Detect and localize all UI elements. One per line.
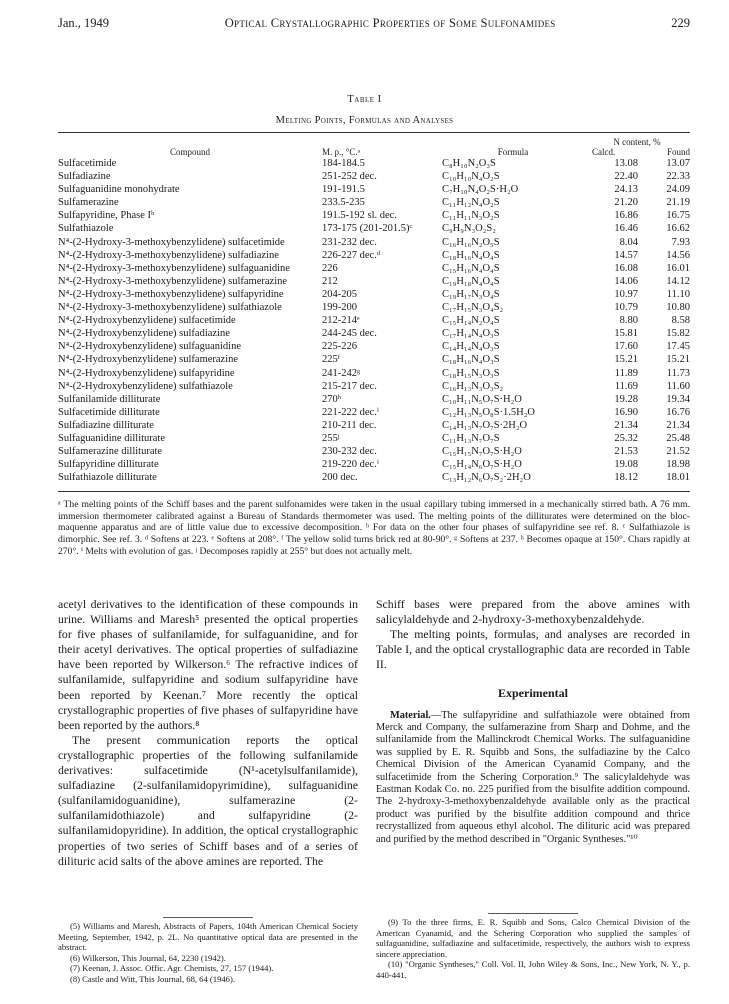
cell-mp: 231-232 dec.	[322, 236, 377, 248]
header-date: Jan., 1949	[58, 16, 110, 30]
cell-compound: Sulfathiazole	[58, 223, 114, 235]
cell-calcd: 10.97	[614, 288, 638, 300]
cell-formula: C₁₇H₁₄N₄O₃S	[442, 328, 500, 340]
cell-calcd: 11.89	[614, 367, 638, 379]
page-number: 229	[671, 16, 690, 30]
left-paragraph-2: The present communication reports the optical crystallographic properties of the following sulfanilamide derivatives: sulfacetimide (N¹-acetylsulfanilamide), sulfadiazine (2-sulfanilamidopyrimidine), sulfaguanidine (sulfanilamidoguanidine), sulfamerazine (2-sulfanilamidothiazole) and sulfapyridine (2-sulfanilamidopyridine). In addition, the optical crystallographic properties of two series of Schiff bases and of a series of dilituric acid salts of the above amines are reported. The	[58, 732, 358, 868]
right-footnotes	[376, 913, 690, 981]
cell-compound: N⁴-(2-Hydroxybenzylidene) sulfaguanidine	[58, 341, 241, 353]
cell-found: 16.75	[666, 210, 690, 222]
footnote-5: (5) Williams and Maresh, Abstracts of Papers, 104th American Chemical Society Meeting, September, 1942, p. 2L. No quantitative optical data are presented in the abstract.	[58, 921, 358, 953]
cell-found: 24.09	[666, 184, 690, 196]
col-calcd-header: Calcd.	[592, 147, 616, 157]
footnote-9: (9) To the three firms, E. R. Squibb and Sons, Calco Chemical Division of the American Cyanamid, and the Schering Corporation who supplied the samples of sulfaguanidine, sulfadiazine and sulfacetimide, respectively, the authors wish to express sincere appreciation.	[376, 917, 690, 959]
table-row	[58, 236, 690, 249]
cell-compound: Sulfamerazine dilliturate	[58, 446, 163, 458]
cell-found: 7.93	[671, 236, 690, 248]
cell-calcd: 19.08	[614, 459, 638, 471]
cell-found: 11.10	[666, 288, 690, 300]
cell-found: 21.19	[666, 197, 690, 209]
col-formula-header: Formula	[497, 147, 529, 157]
cell-calcd: 18.12	[614, 472, 638, 484]
cell-found: 17.45	[666, 341, 690, 353]
cell-calcd: 21.20	[614, 197, 638, 209]
left-paragraph-1: acetyl derivatives to the identification of these compounds in urine. Williams and Maresh⁵ presented the optical properties for five phases of sulfanilamide, for sulfaguanidine, and for their acetyl derivatives. The optical properties of sulfadiazine have been reported by Wilkerson.⁶ The refractive indices of sulfanilamide, sulfapyridine and sodium sulfapyridine have been reported by Keenan.⁷ More recently the optical crystallographic properties of five phases of sulfapyridine have been reported by the authors.⁸	[58, 597, 358, 732]
left-column	[58, 597, 358, 869]
table-row	[58, 262, 690, 275]
cell-mp: 225ᶠ	[322, 354, 340, 366]
cell-formula: C₈H₁₀N₂O₃S	[442, 158, 496, 169]
cell-formula: C₁₃H₁₂N₆O₇S₂·2H₂O	[442, 472, 531, 484]
cell-compound: N⁴-(2-Hydroxy-3-methoxybenzylidene) sulfadiazine	[58, 249, 279, 261]
cell-mp: 233.5-235	[322, 197, 365, 209]
cell-compound: Sulfapyridine, Phase Iᵇ	[58, 210, 155, 222]
cell-calcd: 16.46	[614, 223, 638, 235]
cell-found: 25.48	[666, 432, 690, 444]
cell-mp: 270ʰ	[322, 393, 342, 405]
cell-compound: Sulfaguanidine monohydrate	[58, 184, 180, 196]
cell-found: 21.34	[666, 419, 690, 431]
table-row	[58, 327, 690, 340]
table-label: Table I	[347, 94, 382, 105]
cell-compound: Sulfathiazole dilliturate	[58, 472, 157, 484]
table-row	[58, 314, 690, 327]
table-melting-points	[58, 137, 690, 484]
cell-compound: N⁴-(2-Hydroxy-3-methoxybenzylidene) sulfaguanidine	[58, 262, 290, 274]
cell-formula: C₁₈H₁₆N₄O₄S	[442, 249, 500, 261]
table-bottom-rule	[58, 491, 690, 492]
cell-mp: 251-252 dec.	[322, 171, 377, 183]
table-row	[58, 301, 690, 314]
table-row	[58, 419, 690, 432]
header-title: Optical Crystallographic Properties of Some Sulfonamides	[224, 16, 556, 30]
cell-found: 16.62	[666, 223, 690, 235]
cell-formula: C₁₄H₁₃N₇O₇S·2H₂O	[442, 419, 528, 431]
cell-calcd: 14.57	[614, 249, 638, 261]
section-title-experimental: Experimental	[498, 686, 568, 701]
cell-found: 11.60	[666, 380, 690, 392]
footnote-6: (6) Wilkerson, This Journal, 64, 2230 (1942).	[70, 952, 226, 963]
cell-compound: Sulfaguanidine dilliturate	[58, 432, 166, 444]
cell-compound: Sulfacetimide dilliturate	[58, 406, 160, 418]
cell-formula: C₁₈H₁₅N₃O₃S	[442, 367, 500, 379]
footnote-7: (7) Keenan, J. Assoc. Offic. Agr. Chemists, 27, 157 (1944).	[70, 963, 274, 974]
cell-calcd: 14.06	[614, 275, 638, 287]
cell-formula: C₁₀H₁₀N₄O₂S	[442, 171, 500, 183]
cell-mp: 221-222 dec.ⁱ	[322, 406, 379, 418]
cell-compound: N⁴-(2-Hydroxybenzylidene) sulfadiazine	[58, 328, 230, 340]
cell-formula: C₁₉H₁₈N₄O₄S	[442, 275, 500, 287]
cell-found: 16.01	[666, 262, 690, 274]
table-row	[58, 367, 690, 380]
cell-mp: 191.5-192 sl. dec.	[322, 210, 397, 222]
cell-formula: C₁₆H₁₃N₃O₃S₂	[442, 380, 504, 392]
cell-compound: Sulfadiazine dilliturate	[58, 419, 154, 431]
cell-formula: C₁₁H₁₃N₇O₇S	[442, 432, 500, 444]
cell-formula: C₁₁H₁₂N₄O₂S	[442, 197, 500, 209]
cell-formula: C₁₅H₁₆N₄O₄S	[442, 262, 500, 274]
cell-mp: 200 dec.	[322, 472, 358, 484]
cell-found: 21.52	[666, 446, 690, 458]
right-column	[376, 597, 690, 846]
cell-mp: 226	[322, 262, 338, 274]
cell-mp: 210-211 dec.	[322, 419, 377, 431]
cell-formula: C₁₈H₁₆N₄O₃S	[442, 354, 500, 366]
material-paragraph	[376, 710, 690, 846]
cell-calcd: 10.79	[614, 302, 638, 314]
cell-mp: 225-226	[322, 341, 357, 353]
table-header-row	[58, 137, 690, 157]
cell-calcd: 16.90	[614, 406, 638, 418]
table-row	[58, 196, 690, 209]
cell-found: 15.21	[666, 354, 690, 366]
cell-mp: 255ʲ	[322, 432, 340, 444]
n-content-label: N content, %	[613, 137, 661, 147]
table-row	[58, 222, 690, 235]
table-row	[58, 183, 690, 196]
material-text: —The sulfapyridine and sulfathiazole were obtained from Merck and Company, the sulfamerazine from Sharp and Dohme, and the sulfanilamide from the Mallinckrodt Chemical Works. The sulfaguanidine was supplied by E. R. Squibb and Sons, the sulfadiazine by the Calco Chemical Division of the American Cyanamid Company, and the sulfacetimide from the Schering Corporation.⁹ The salicylaldehyde was Eastman Kodak Co. no. 225 purified from the bisulfite addition compound. The 2-hydroxy-3-methoxybenzaldehyde available only as the practical product was purified by the bisulfite addition compound and thrice recrystallized from aqueous ethyl alcohol. The dilituric acid was prepared and purified by the method described in "Organic Syntheses."¹⁰	[376, 709, 690, 845]
cell-found: 22.33	[666, 171, 690, 183]
cell-compound: Sulfapyridine dilliturate	[58, 459, 159, 471]
table-row	[58, 380, 690, 393]
footnote-separator	[163, 917, 253, 918]
cell-mp: 244-245 dec.	[322, 328, 377, 340]
cell-calcd: 11.69	[614, 380, 638, 392]
cell-compound: Sulfamerazine	[58, 197, 119, 209]
cell-mp: 226-227 dec.ᵈ	[322, 249, 381, 261]
cell-calcd: 13.08	[614, 158, 638, 169]
cell-compound: N⁴-(2-Hydroxybenzylidene) sulfapyridine	[58, 367, 235, 379]
cell-mp: 199-200	[322, 302, 357, 314]
table-row	[58, 445, 690, 458]
table-row	[58, 288, 690, 301]
material-lead: Material.	[390, 709, 431, 721]
cell-calcd: 16.08	[614, 262, 638, 274]
cell-found: 11.73	[666, 367, 690, 379]
cell-mp: 204-205	[322, 288, 357, 300]
right-paragraph-1: Schiff bases were prepared from the above amines with salicylaldehyde and 2-hydroxy-3-methoxybenzaldehyde.	[376, 597, 690, 627]
table-footnotes: ᵃ The melting points of the Schiff bases and the parent sulfonamides were taken in the usual capillary tubing immersed in a mechanically stirred bath. A 76 mm. immersion thermometer calibrated against a Bureau of Standards thermometer was used. The melting points of the dilliturates were determined on the bloc-maquenne apparatus and are of little value due to excessive decomposition. ᵇ For data on the other four phases of sulfapyridine see ref. 8. ᶜ Sulfathiazole is dimorphic. See ref. 3. ᵈ Softens at 223. ᵉ Softens at 208°. ᶠ The yellow solid turns brick red at 80-90°. ᵍ Softens at 237. ʰ Becomes opaque at 150°. Chars rapidly at 270°. ⁱ Melts with evolution of gas. ʲ Decomposes rapidly at 255° but does not actually melt.	[58, 499, 690, 557]
right-paragraph-2: The melting points, formulas, and analyses are recorded in Table I, and the optical crystallographic data are recorded in Table II.	[376, 627, 690, 672]
col-mp-header: M. p., °C.ᵃ	[322, 147, 361, 157]
table-row	[58, 340, 690, 353]
table-row	[58, 393, 690, 406]
cell-formula: C₁₄H₁₄N₄O₃S	[442, 341, 500, 353]
cell-calcd: 21.34	[614, 419, 638, 431]
table-row	[58, 157, 690, 170]
cell-formula: C₁₉H₁₇N₃O₄S	[442, 288, 500, 300]
cell-compound: N⁴-(2-Hydroxy-3-methoxybenzylidene) sulfathiazole	[58, 302, 282, 314]
cell-mp: 241-242ᵍ	[322, 367, 361, 379]
footnote-10: (10) "Organic Syntheses," Coll. Vol. II, John Wiley & Sons, Inc., New York, N. Y., p. 440-441.	[376, 959, 690, 980]
cell-compound: N⁴-(2-Hydroxy-3-methoxybenzylidene) sulfacetimide	[58, 236, 285, 248]
cell-calcd: 19.28	[614, 393, 638, 405]
cell-found: 19.34	[666, 393, 690, 405]
cell-mp: 212-214ᵉ	[322, 315, 360, 327]
table-row	[58, 406, 690, 419]
cell-compound: N⁴-(2-Hydroxybenzylidene) sulfacetimide	[58, 315, 236, 327]
table-top-rule	[58, 132, 690, 133]
table-row	[58, 209, 690, 222]
cell-calcd: 21.53	[614, 446, 638, 458]
cell-calcd: 8.80	[619, 315, 638, 327]
cell-mp: 219-220 dec.ⁱ	[322, 459, 379, 471]
cell-mp: 191-191.5	[322, 184, 365, 196]
cell-calcd: 22.40	[614, 171, 638, 183]
cell-calcd: 25.32	[614, 432, 638, 444]
table-row	[58, 432, 690, 445]
cell-compound: N⁴-(2-Hydroxy-3-methoxybenzylidene) sulfapyridine	[58, 288, 284, 300]
footnote-8: (8) Castle and Witt, This Journal, 68, 64 (1946).	[70, 973, 235, 984]
footnote-separator-right	[488, 913, 578, 914]
cell-formula: C₁₅H₁₅N₇O₇S·H₂O	[442, 446, 522, 458]
cell-formula: C₉H₉N₃O₂S₂	[442, 223, 496, 235]
table-caption: Melting Points, Formulas and Analyses	[275, 115, 454, 126]
cell-compound: N⁴-(2-Hydroxybenzylidene) sulfamerazine	[58, 354, 239, 366]
table-row	[58, 170, 690, 183]
cell-mp: 173-175 (201-201.5)ᶜ	[322, 223, 413, 235]
cell-formula: C₁₂H₁₃N₅O₈S·1.5H₂O	[442, 406, 536, 418]
cell-mp: 215-217 dec.	[322, 380, 377, 392]
table-row	[58, 458, 690, 471]
cell-found: 18.98	[666, 459, 690, 471]
cell-formula: C₇H₁₀N₄O₂S·H₂O	[442, 184, 519, 196]
cell-formula: C₁₆H₁₆N₂O₅S	[442, 236, 500, 248]
running-header	[58, 16, 690, 31]
col-n-content-header	[584, 137, 690, 157]
cell-formula: C₁₅H₁₄N₂O₄S	[442, 315, 500, 327]
cell-found: 13.07	[666, 158, 690, 169]
cell-found: 8.58	[671, 315, 690, 327]
col-compound-header: Compound	[169, 147, 210, 157]
cell-formula: C₁₇H₁₅N₃O₄S₂	[442, 302, 504, 314]
table-row	[58, 353, 690, 366]
cell-mp: 230-232 dec.	[322, 446, 377, 458]
cell-found: 14.12	[666, 275, 690, 287]
cell-found: 18.01	[666, 472, 690, 484]
col-found-header: Found	[666, 147, 690, 157]
cell-calcd: 15.21	[614, 354, 638, 366]
cell-calcd: 8.04	[619, 236, 638, 248]
cell-found: 16.76	[666, 406, 690, 418]
cell-calcd: 15.81	[614, 328, 638, 340]
cell-compound: N⁴-(2-Hydroxy-3-methoxybenzylidene) sulfamerazine	[58, 275, 288, 287]
cell-found: 15.82	[666, 328, 690, 340]
table-row	[58, 275, 690, 288]
cell-formula: C₁₁H₁₁N₃O₂S	[442, 210, 500, 222]
cell-calcd: 16.86	[614, 210, 638, 222]
cell-compound: Sulfacetimide	[58, 158, 117, 169]
cell-compound: Sulfadiazine	[58, 171, 111, 183]
table-row	[58, 471, 690, 484]
cell-compound: N⁴-(2-Hydroxybenzylidene) sulfathiazole	[58, 380, 233, 392]
cell-found: 10.80	[666, 302, 690, 314]
cell-compound: Sulfanilamide dilliturate	[58, 393, 161, 405]
cell-mp: 184-184.5	[322, 158, 365, 169]
cell-formula: C₁₅H₁₄N₆O₇S·H₂O	[442, 459, 522, 471]
left-footnotes	[58, 917, 358, 985]
cell-mp: 212	[322, 275, 338, 287]
cell-calcd: 24.13	[614, 184, 638, 196]
cell-calcd: 17.60	[614, 341, 638, 353]
cell-formula: C₁₀H₁₁N₅O₇S·H₂O	[442, 393, 522, 405]
cell-found: 14.56	[666, 249, 690, 261]
table-row	[58, 249, 690, 262]
